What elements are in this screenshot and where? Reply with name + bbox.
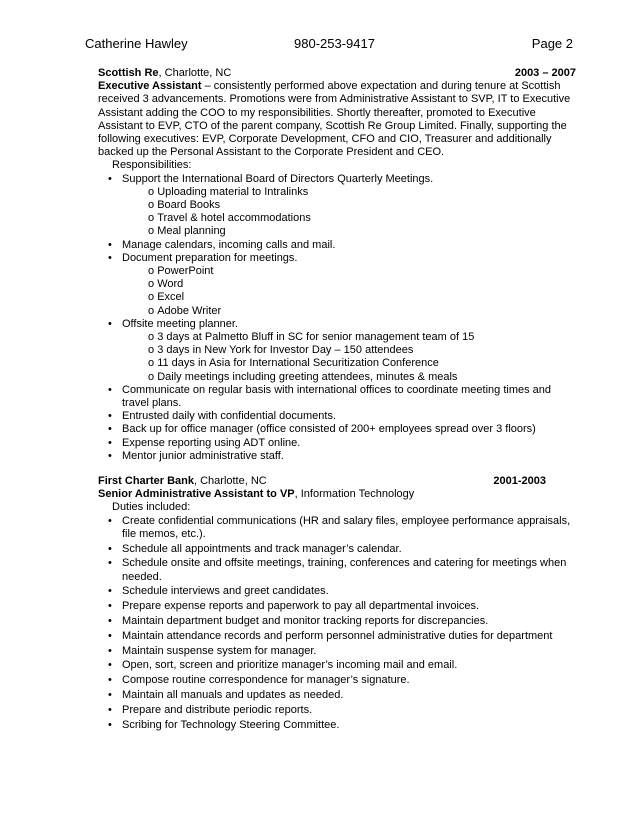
responsibility-item [98, 450, 576, 463]
job-summary [98, 80, 576, 159]
sub-item: o 11 days in Asia for International Securitization Conference [122, 357, 576, 370]
sub-item: o Travel & hotel accommodations [122, 212, 576, 225]
responsibility-item [98, 384, 576, 410]
duties-list [98, 515, 576, 732]
responsibilities-list [98, 173, 576, 463]
duty-item: • Compose routine correspondence for manager’s signature. [98, 674, 576, 687]
sub-item: o Daily meetings including greeting attendees, minutes & meals [122, 371, 576, 384]
responsibility-text: Document preparation for meetings. [122, 251, 298, 264]
duty-item: • Prepare and distribute periodic reports. [98, 704, 576, 717]
job-department: , Information Technology [294, 488, 415, 501]
duty-item: • Maintain all manuals and updates as needed. [98, 689, 576, 702]
job-scottish-re [98, 67, 576, 463]
header-page-number: Page 2 [531, 36, 573, 51]
responsibility-item [98, 423, 576, 436]
duty-item: • Open, sort, screen and prioritize manager’s incoming mail and email. [98, 659, 576, 672]
responsibility-text: Support the International Board of Directors Quarterly Meetings. [122, 172, 434, 185]
job-title: Senior Administrative Assistant to VP [98, 488, 295, 501]
responsibility-text: Manage calendars, incoming calls and mail. [122, 238, 336, 251]
responsibility-item [98, 252, 576, 318]
sub-item: o Adobe Writer [122, 305, 576, 318]
responsibility-item [98, 239, 576, 252]
sub-item: o Excel [122, 291, 576, 304]
sub-item: o 3 days in New York for Investor Day – 150 attendees [122, 344, 576, 357]
sub-list [122, 265, 576, 318]
company-name: Scottish Re [98, 67, 159, 79]
sub-item: o PowerPoint [122, 265, 576, 278]
job-dates: 2003 – 2007 [514, 67, 576, 79]
sub-item: o 3 days at Palmetto Bluff in SC for senior management team of 15 [122, 331, 576, 344]
job-first-charter-bank [98, 475, 576, 732]
duty-item: • Schedule all appointments and track manager’s calendar. [98, 543, 576, 556]
duty-item: • Schedule onsite and offsite meetings, training, conferences and catering for meetings when needed. [98, 557, 576, 583]
responsibility-text: Back up for office manager (office consisted of 200+ employees spread over 3 floors) [122, 423, 536, 436]
resume-content [98, 67, 576, 733]
sub-list [122, 186, 576, 239]
company-location: , Charlotte, NC [158, 67, 232, 79]
job-heading [98, 475, 576, 488]
job-dates: 2001-2003 [493, 475, 546, 488]
page-header [85, 36, 573, 54]
job-heading [98, 67, 576, 80]
duty-item: • Schedule interviews and greet candidates. [98, 585, 576, 598]
responsibility-item [98, 437, 576, 450]
responsibility-item [98, 173, 576, 239]
header-phone: 980-253-9417 [294, 36, 375, 51]
sub-item: o Word [122, 278, 576, 291]
company-location: , Charlotte, NC [193, 475, 267, 488]
duty-item: • Maintain department budget and monitor tracking reports for discrepancies. [98, 615, 576, 628]
responsibility-item [98, 318, 576, 384]
duty-item: • Scribing for Technology Steering Committee. [98, 719, 576, 732]
duties-label: Duties included: [112, 501, 191, 514]
company-name: First Charter Bank [98, 475, 194, 488]
duty-item: • Maintain attendance records and perform personnel administrative duties for department [98, 630, 576, 643]
sub-item: o Uploading material to Intralinks [122, 186, 576, 199]
job-title-line [98, 488, 576, 501]
job-title: Executive Assistant [98, 80, 202, 93]
sub-item: o Board Books [122, 199, 576, 212]
responsibilities-label: Responsibilities: [112, 159, 192, 172]
responsibility-text: Entrusted daily with confidential documents. [122, 410, 337, 423]
sub-item: o Meal planning [122, 225, 576, 238]
duty-item: • Create confidential communications (HR and salary files, employee performance appraisals, file memos, etc.). [98, 515, 576, 541]
header-name: Catherine Hawley [85, 36, 188, 51]
responsibility-text: Communicate on regular basis with international offices to coordinate meeting times and travel plans. [122, 383, 552, 410]
duty-item: • Maintain suspense system for manager. [98, 645, 576, 658]
duty-item: • Prepare expense reports and paperwork to pay all departmental invoices. [98, 600, 576, 613]
responsibility-text: Offsite meeting planner. [122, 317, 238, 330]
responsibility-text: Mentor junior administrative staff. [122, 449, 284, 462]
responsibility-item [98, 410, 576, 423]
responsibility-text: Expense reporting using ADT online. [122, 436, 301, 449]
job-summary-text: – consistently performed above expectation and during tenure at Scottish received 3 advancements. Promotions were from Administrative Assistant to SVP, IT to Executive Assistant adding the COO to my responsibilities. Shortly thereafter, promoted to Executive Assistant to EVP, CTO of the parent company, Scottish Re Group Limited. Finally, supporting the following executives: EVP, Corporate Development, CFO and CIO, Treasurer and additionally backed up the Personal Assistant to the Corporate President and CEO. [98, 80, 571, 159]
sub-list [122, 331, 576, 384]
